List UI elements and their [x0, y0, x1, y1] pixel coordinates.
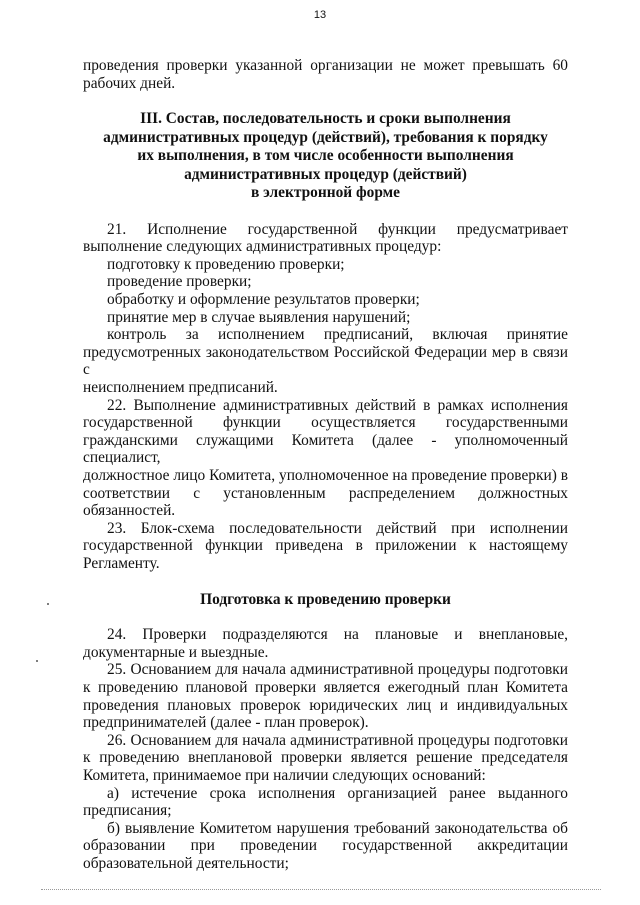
scan-speck	[36, 660, 38, 662]
basis-item-a: а) истечение срока исполнения организацией ранее выданного	[107, 784, 568, 802]
paragraph-22-line: соответствии с установленным распределением должностных	[83, 484, 568, 502]
subsection-heading: Подготовка к проведению проверки	[200, 590, 451, 608]
paragraph-25-line: предпринимателей (далее - план проверок).	[83, 714, 369, 732]
scan-edge-line	[41, 889, 601, 890]
paragraph-23-line: Регламенту.	[83, 554, 160, 572]
paragraph-24-line: 24. Проверки подразделяются на плановые и внеплановые,	[107, 626, 568, 644]
scan-speck	[47, 603, 49, 605]
paragraph-25-line: проведения плановых проверок юридических лиц и индивидуальных	[83, 696, 568, 714]
paragraph-22-line: должностное лицо Комитета, уполномоченное на проведение проверки) в	[83, 467, 568, 484]
paragraph-23-line: 23. Блок-схема последовательности действий при исполнении	[107, 519, 568, 537]
basis-item-a: предписания;	[83, 802, 172, 820]
paragraph-21-line: 21. Исполнение государственной функции предусматривает	[107, 220, 568, 238]
paragraph-22-line: 22. Выполнение административных действий в рамках исполнения	[107, 396, 568, 414]
paragraph-22-line: государственной функции осуществляется государственными	[83, 414, 568, 432]
procedure-item: предусмотренных законодательством Российской Федерации мер в связи с	[83, 343, 568, 379]
paragraph-25-line: к проведению плановой проверки является ежегодный план Комитета	[83, 678, 568, 696]
basis-item-b: образовании при проведении государственной аккредитации	[83, 837, 568, 855]
basis-item-b: б) выявление Комитетом нарушения требований законодательства об	[107, 819, 568, 837]
paragraph-24-line: документарные и выездные.	[83, 643, 269, 661]
procedure-item: принятие мер в случае выявления нарушений;	[107, 308, 411, 326]
heading-line: их выполнения, в том числе особенности выполнения	[137, 147, 514, 165]
paragraph-21-line: выполнение следующих административных процедур:	[83, 238, 442, 256]
paragraph-26-line: 26. Основанием для начала административной процедуры подготовки	[107, 731, 568, 749]
paragraph-26-line: к проведению внеплановой проверки является решение председателя	[83, 749, 568, 767]
basis-item-b: образовательной деятельности;	[83, 854, 289, 872]
document-body	[83, 57, 568, 872]
intro-line: проведения проверки указанной организации не может превышать 60	[83, 57, 568, 74]
paragraph-23-line: государственной функции приведена в приложении к настоящему	[83, 537, 568, 555]
paragraph-22-line: гражданскими служащими Комитета (далее - уполномоченный специалист,	[83, 431, 568, 467]
heading-line: III. Состав, последовательность и сроки выполнения	[140, 110, 511, 128]
page-number: 13	[313, 9, 327, 21]
heading-line: в электронной форме	[251, 184, 400, 202]
paragraph-22-line: обязанностей.	[83, 502, 176, 520]
heading-line: административных процедур (действий)	[184, 165, 467, 183]
procedure-item: контроль за исполнением предписаний, включая принятие	[107, 326, 568, 344]
procedure-item: обработку и оформление результатов проверки;	[107, 291, 420, 309]
procedure-item: неисполнением предписаний.	[83, 379, 278, 397]
paragraph-26-line: Комитета, принимаемое при наличии следующих оснований:	[83, 766, 486, 784]
procedure-item: проведение проверки;	[107, 273, 252, 291]
procedure-item: подготовку к проведению проверки;	[107, 255, 345, 273]
paragraph-25-line: 25. Основанием для начала административной процедуры подготовки	[107, 661, 568, 679]
intro-line: рабочих дней.	[83, 74, 176, 92]
heading-line: административных процедур (действий), требования к порядку	[103, 128, 548, 146]
section-heading	[83, 110, 568, 203]
